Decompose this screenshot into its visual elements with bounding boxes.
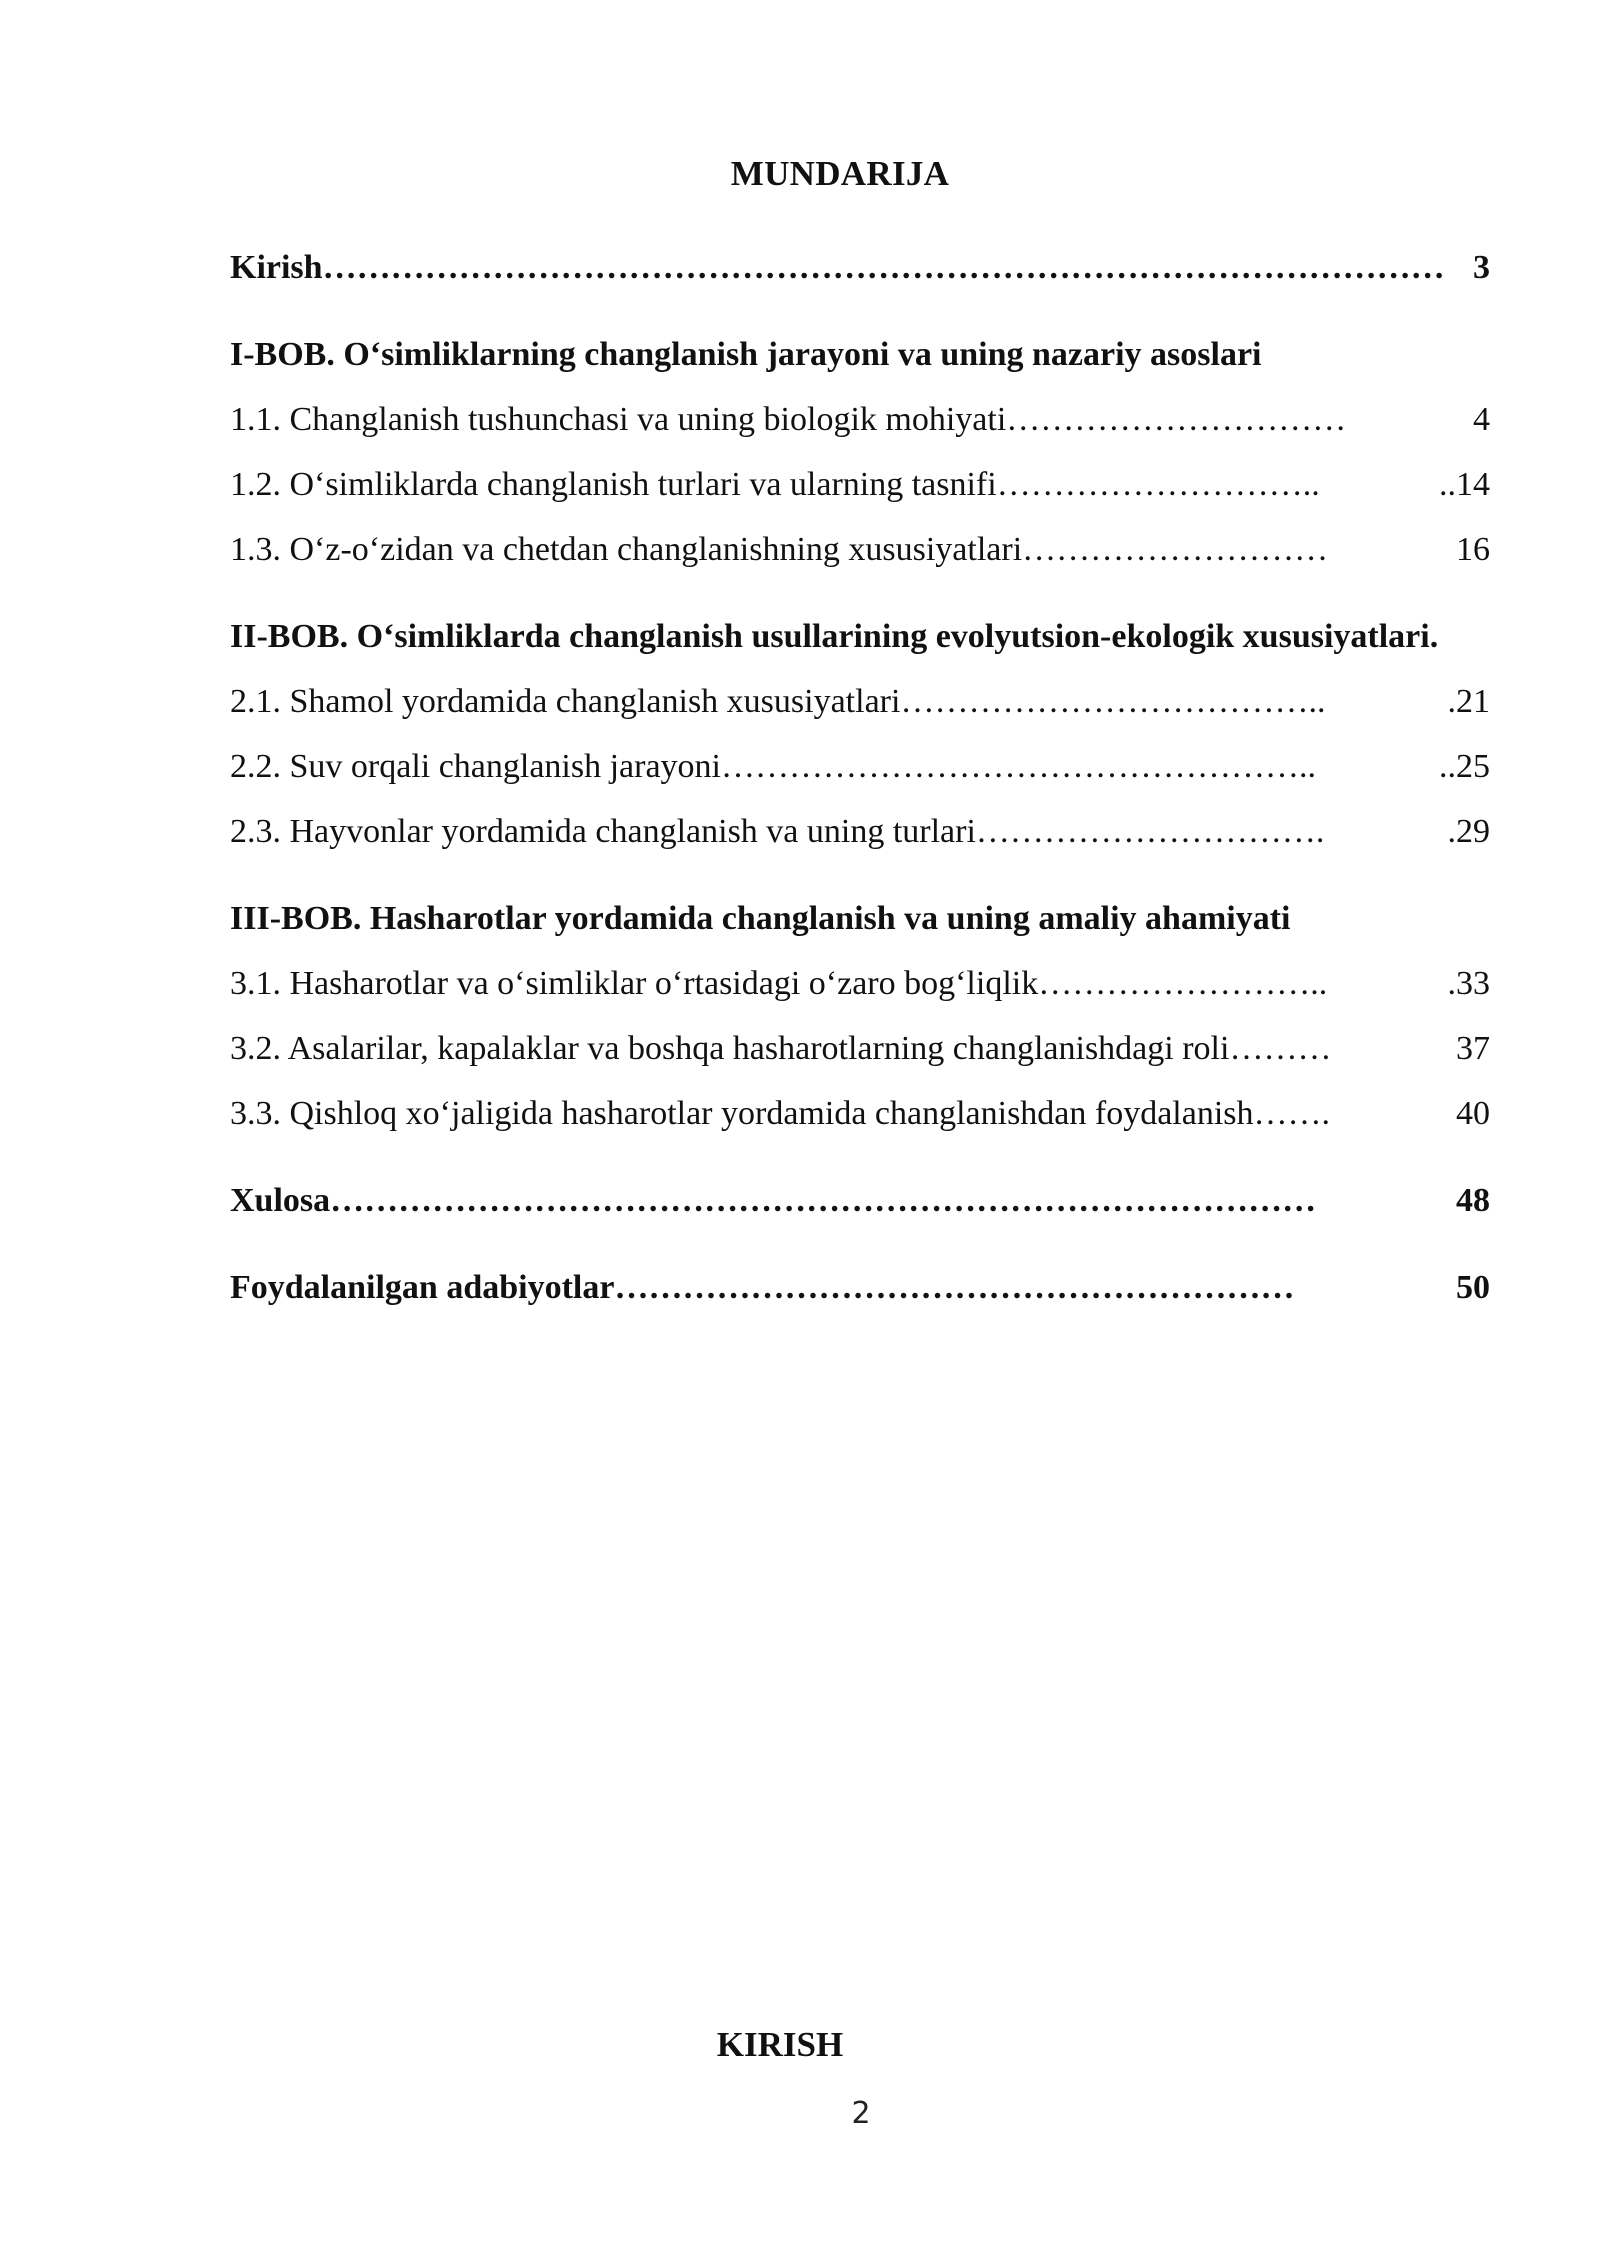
toc-entry-1-3[interactable] (230, 517, 1490, 582)
toc-page-number: ..14 (1439, 466, 1490, 503)
toc-dot-leader: ………………………… (1006, 401, 1347, 438)
toc-entry-title: 3.1. Hasharotlar va o‘simliklar o‘rtasidagi o‘zaro bog‘liqlik (230, 965, 1039, 1002)
toc-entry-title: 1.2. O‘simliklarda changlanish turlari va ularning tasnifi (230, 466, 997, 503)
toc-chapter-2[interactable] (230, 604, 1490, 669)
toc-chapter-3[interactable] (230, 886, 1490, 951)
toc-dot-leader: ……. (1253, 1095, 1331, 1132)
toc-entry-title: Kirish (230, 249, 323, 286)
toc-page-number: 37 (1456, 1030, 1490, 1067)
toc-dot-leader: …………………………. (975, 813, 1325, 850)
toc-entry-1-1[interactable] (230, 387, 1490, 452)
toc-page-number: 3 (1473, 249, 1490, 286)
toc-dot-leader: …………………………………………………………………………… (330, 1182, 1317, 1219)
section-heading: KIRISH (716, 2025, 844, 2064)
toc-entry-title: 2.2. Suv orqali changlanish jarayoni (230, 748, 722, 785)
toc-entry-title: 2.3. Hayvonlar yordamida changlanish va uning turlari (230, 813, 976, 850)
toc-entry-3-1[interactable] (230, 951, 1490, 1016)
toc-entry-title: Foydalanilgan adabiyotlar (230, 1269, 615, 1306)
toc-page-number: 48 (1456, 1182, 1490, 1219)
toc-dot-leader: …………………………………………….. (721, 748, 1317, 785)
toc-entry-title: 1.3. O‘z-o‘zidan va chetdan changlanishning xususiyatlari (230, 531, 1023, 568)
toc-entry-references[interactable] (230, 1255, 1490, 1320)
toc-dot-leader: …………………….. (1038, 965, 1328, 1002)
toc-entry-2-2[interactable] (230, 734, 1490, 799)
table-of-contents (230, 235, 1490, 1320)
toc-dot-leader: ……… (1229, 1030, 1332, 1067)
toc-entry-title: 2.1. Shamol yordamida changlanish xususiyatlari (230, 683, 901, 720)
toc-page-number: 4 (1473, 401, 1490, 438)
toc-entry-kirish[interactable] (230, 235, 1490, 300)
toc-entry-title: Xulosa (230, 1182, 331, 1219)
toc-chapter-1[interactable] (230, 322, 1490, 387)
toc-page-number: .33 (1447, 965, 1490, 1002)
toc-page-number: .21 (1447, 683, 1490, 720)
toc-dot-leader: ……………………….. (996, 466, 1320, 503)
toc-page-number: 40 (1456, 1095, 1490, 1132)
toc-page-number: ..25 (1439, 748, 1490, 785)
toc-dot-leader: ……………………………….. (900, 683, 1326, 720)
toc-page-number: 16 (1456, 531, 1490, 568)
toc-chapter-title: I-BOB. O‘simliklarning changlanish jarayoni va uning nazariy asoslari (230, 336, 1262, 373)
toc-entry-xulosa[interactable] (230, 1168, 1490, 1233)
page-number: 2 (851, 2096, 871, 2131)
toc-dot-leader: …………………………………………………… (614, 1269, 1295, 1306)
toc-dot-leader: ……………………… (1022, 531, 1329, 568)
toc-entry-3-2[interactable] (230, 1016, 1490, 1081)
toc-entry-title: 3.2. Asalarilar, kapalaklar va boshqa hasharotlarning changlanishdagi roli (230, 1030, 1230, 1067)
toc-page-number: 50 (1456, 1269, 1490, 1306)
toc-entry-3-3[interactable] (230, 1081, 1490, 1146)
toc-entry-1-2[interactable] (230, 452, 1490, 517)
toc-entry-2-3[interactable] (230, 799, 1490, 864)
toc-chapter-title: III-BOB. Hasharotlar yordamida changlanish va uning amaliy ahamiyati (230, 900, 1291, 937)
toc-entry-title: 3.3. Qishloq xo‘jaligida hasharotlar yordamida changlanishdan foydalanish (230, 1095, 1254, 1132)
toc-page-number: .29 (1447, 813, 1490, 850)
page-title: MUNDARIJA (730, 154, 950, 193)
toc-entry-2-1[interactable] (230, 669, 1490, 734)
toc-dot-leader: ……………………………………………………………………………………… (322, 249, 1445, 286)
toc-chapter-title: II-BOB. O‘simliklarda changlanish usullarining evolyutsion-ekologik xususiyatlari. (230, 618, 1439, 655)
toc-entry-title: 1.1. Changlanish tushunchasi va uning biologik mohiyati (230, 401, 1007, 438)
